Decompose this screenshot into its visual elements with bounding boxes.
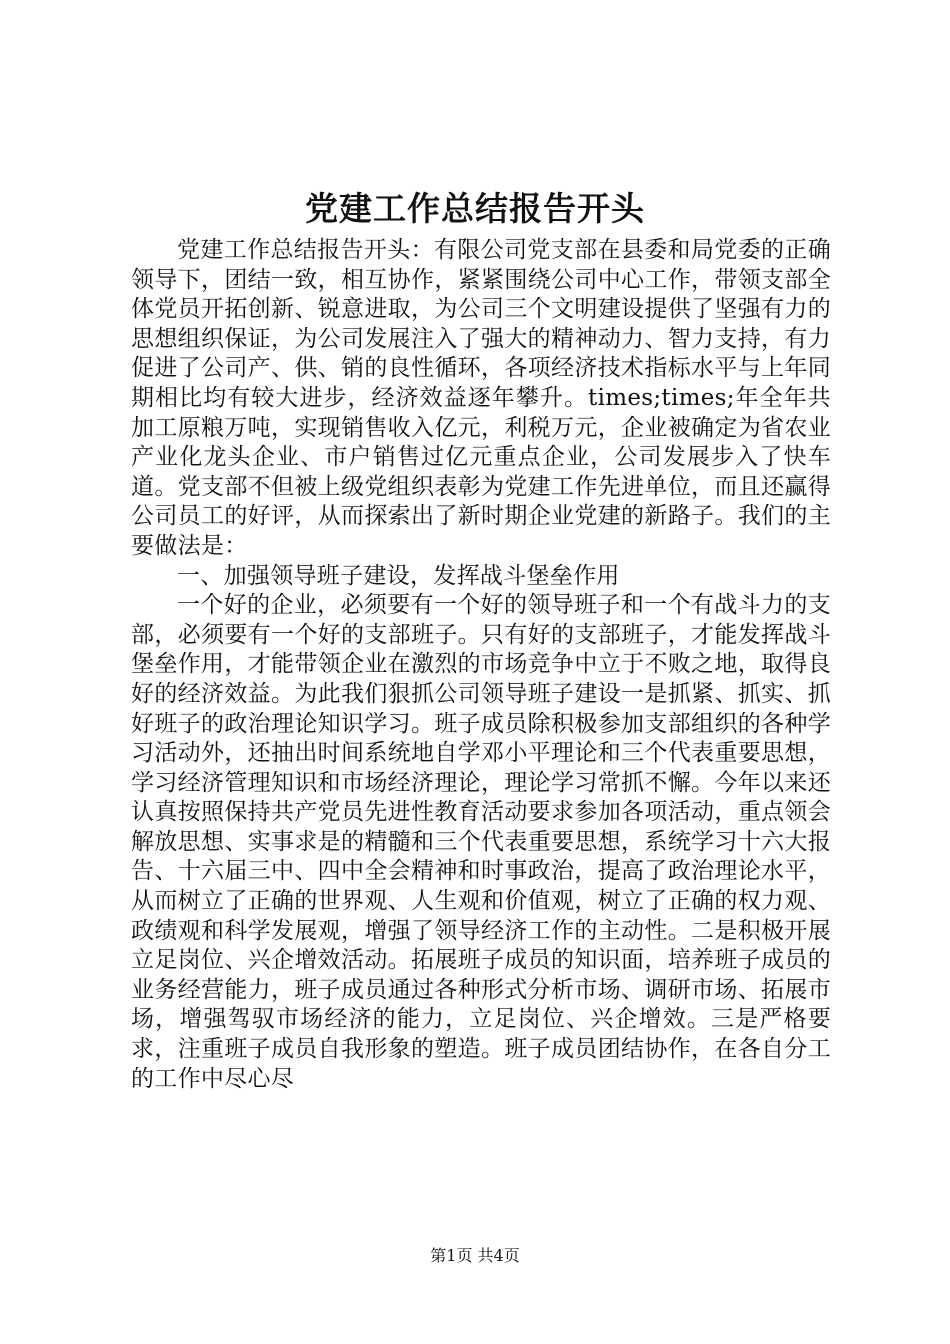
page-footer: 第1页 共4页 (430, 1246, 520, 1265)
section-heading-1: 一、加强领导班子建设，发挥战斗堡垒作用 (177, 562, 620, 589)
paragraph-section-1: 一个好的企业，必须要有一个好的领导班子和一个有战斗力的支部，必须要有一个好的支部班子。只有好的支部班子，才能发挥战斗堡垒作用，才能带领企业在激烈的市场竞争中立于不败之地，取得良好的经济效益。为此我们狠抓公司领导班子建设一是抓紧、抓实、抓好班子的政治理论知识学习。班子成员除积极参加支部组织的各种学习活动外，还抽出时间系统地自学邓小平理论和三个代表重要思想，学习经济管理知识和市场经济理论，理论学习常抓不懈。今年以来还认真按照保持共产党员先进性教育活动要求参加各项活动，重点领会解放思想、实事求是的精髓和三个代表重要思想，系统学习十六大报告、十六届三中、四中全会精神和时事政治，提高了政治理论水平，从而树立了正确的世界观、人生观和价值观，树立了正确的权力观、政绩观和科学发展观，增强了领导经济工作的主动性。二是积极开展立足岗位、兴企增效活动。拓展班子成员的知识面，培养班子成员的业务经营能力，班子成员通过各种形式分析市场、调研市场、拓展市场，增强驾驭市场经济的能力，立足岗位、兴企增效。三是严格要求，注重班子成员自我形象的塑造。班子成员团结协作，在各自分工的工作中尽心尽 (131, 592, 831, 1092)
document-body (131, 236, 831, 1094)
document-title: 党建工作总结报告开头 (305, 189, 645, 228)
paragraph-intro: 党建工作总结报告开头：有限公司党支部在县委和局党委的正确领导下，团结一致，相互协作，紧紧围绕公司中心工作，带领支部全体党员开拓创新、锐意进取，为公司三个文明建设提供了坚强有力的思想组织保证，为公司发展注入了强大的精神动力、智力支持，有力促进了公司产、供、销的良性循环，各项经济技术指标水平与上年同期相比均有较大进步，经济效益逐年攀升。times;times;年全年共加工原粮万吨，实现销售收入亿元，利税万元，企业被确定为省农业产业化龙头企业、市户销售过亿元重点企业，公司发展步入了快车道。党支部不但被上级党组织表彰为党建工作先进单位，而且还赢得公司员工的好评，从而探索出了新时期企业党建的新路子。我们的主要做法是： (131, 237, 831, 559)
